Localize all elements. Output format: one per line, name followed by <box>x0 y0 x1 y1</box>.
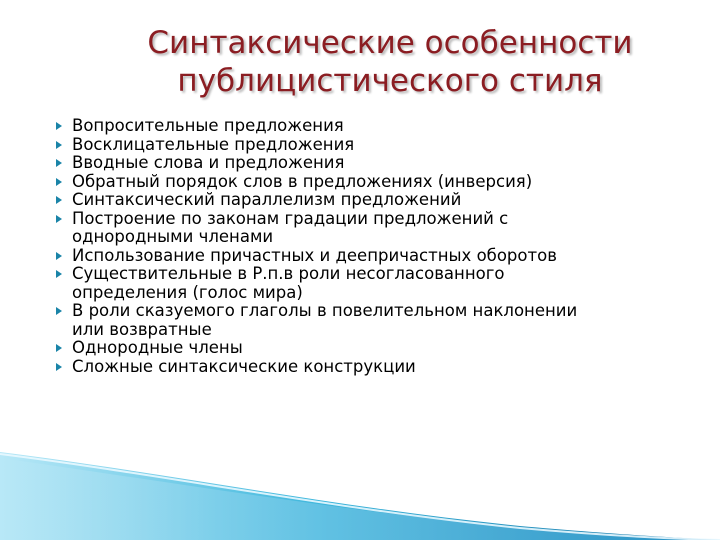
triangle-right-icon <box>56 178 62 186</box>
triangle-right-icon <box>56 307 62 315</box>
triangle-right-icon <box>56 270 62 278</box>
bullet-item <box>56 339 706 358</box>
triangle-right-icon <box>56 159 62 167</box>
slide-title <box>60 24 720 100</box>
bullet-text-line-1: Построение по законам градации предложений с <box>72 208 509 228</box>
bullet-item <box>56 302 706 339</box>
bullet-item <box>56 265 706 302</box>
triangle-right-icon <box>56 215 62 223</box>
triangle-right-icon <box>56 141 62 149</box>
wave-line <box>0 454 720 540</box>
bullet-item <box>56 136 706 155</box>
bullet-text: Синтаксический параллелизм предложений <box>72 190 462 209</box>
bullet-item <box>56 210 706 247</box>
bullet-text: Сложные синтаксические конструкции <box>72 356 416 376</box>
bullet-text-line-2: однородными членами <box>72 227 274 246</box>
triangle-right-icon <box>56 344 62 352</box>
bullet-item <box>56 117 706 136</box>
bullet-item <box>56 358 706 377</box>
bullet-text-line-2: или возвратные <box>72 319 212 339</box>
bullet-list <box>56 117 706 376</box>
bullet-text: Вопросительные предложения <box>72 116 344 135</box>
bullet-text-line-2: определения (голос мира) <box>72 282 303 302</box>
bullet-text-line-1: Существительные в Р.п.в роли несогласованного <box>72 264 505 283</box>
bullet-text: Восклицательные предложения <box>72 134 355 154</box>
bullet-text-line-1: В роли сказуемого глаголы в повелительном наклонении <box>72 301 578 320</box>
wave-back <box>0 452 720 540</box>
bullet-item <box>56 247 706 266</box>
triangle-right-icon <box>56 122 62 130</box>
bullet-text: Однородные члены <box>72 338 243 357</box>
title-line-1: Синтаксические особенности <box>147 25 633 61</box>
bullet-text: Обратный порядок слов в предложениях (инверсия) <box>72 171 533 191</box>
bullet-item <box>56 154 706 173</box>
triangle-right-icon <box>56 363 62 371</box>
bullet-text: Вводные слова и предложения <box>72 153 345 172</box>
bottom-wave-decoration <box>0 450 720 540</box>
triangle-right-icon <box>56 252 62 260</box>
triangle-right-icon <box>56 196 62 204</box>
bullet-text: Использование причастных и деепричастных оборотов <box>72 245 557 265</box>
bullet-item <box>56 191 706 210</box>
wave-highlight <box>0 458 720 540</box>
title-line-2: публицистического стиля <box>177 63 603 99</box>
bullet-item <box>56 173 706 192</box>
